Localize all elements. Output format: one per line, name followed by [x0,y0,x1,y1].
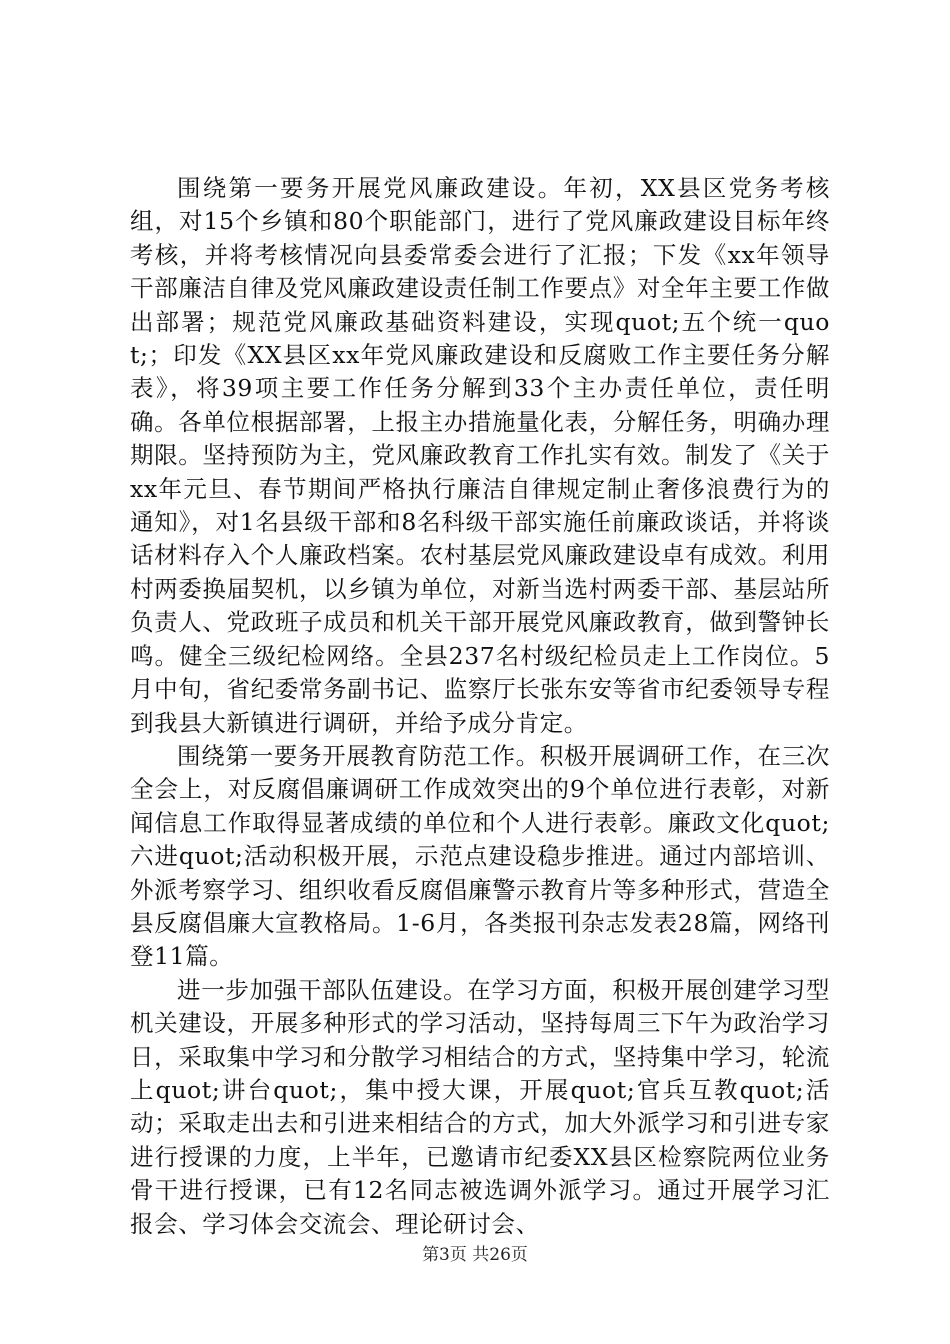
paragraph-education-prevention: 围绕第一要务开展教育防范工作。积极开展调研工作，在三次全会上，对反腐倡廉调研工作成效突出的9个单位进行表彰，对新闻信息工作取得显著成绩的单位和个人进行表彰。廉政文化quot;六进quot;活动积极开展，示范点建设稳步推进。通过内部培训、外派考察学习、组织收看反腐倡廉警示教育片等多种形式，营造全县反腐倡廉大宣教格局。1-6月，各类报刊杂志发表28篇，网络刊登11篇。 [130,741,830,971]
paragraph-team-building: 进一步加强干部队伍建设。在学习方面，积极开展创建学习型机关建设，开展多种形式的学习活动，坚持每周三下午为政治学习日，采取集中学习和分散学习相结合的方式，坚持集中学习，轮流上quot;讲台quot;，集中授大课，开展quot;官兵互教quot;活动；采取走出去和引进来相结合的方式，加大外派学习和引进专家进行授课的力度，上半年，已邀请市纪委XX县区检察院两位业务骨干进行授课，已有12名同志被选调外派学习。通过开展学习汇报会、学习体会交流会、理论研讨会、 [130,975,830,1238]
paragraph-party-conduct: 围绕第一要务开展党风廉政建设。年初，XX县区党务考核组，对15个乡镇和80个职能部门，进行了党风廉政建设目标年终考核，并将考核情况向县委常委会进行了汇报；下发《xx年领导干部廉洁自律及党风廉政建设责任制工作要点》对全年主要工作做出部署；规范党风廉政基础资料建设，实现quot;五个统一quot;；印发《XX县区xx年党风廉政建设和反腐败工作主要任务分解表》，将39项主要工作任务分解到33个主办责任单位，责任明确。各单位根据部署，上报主办措施量化表，分解任务，明确办理期限。坚持预防为主，党风廉政教育工作扎实有效。制发了《关于xx年元旦、春节期间严格执行廉洁自律规定制止奢侈浪费行为的通知》，对1名县级干部和8名科级干部实施任前廉政谈话，并将谈话材料存入个人廉政档案。农村基层党风廉政建设卓有成效。利用村两委换届契机，以乡镇为单位，对新当选村两委干部、基层站所负责人、党政班子成员和机关干部开展党风廉政教育，做到警钟长鸣。健全三级纪检网络。全县237名村级纪检员走上工作岗位。5月中旬，省纪委常务副书记、监察厅长张东安等省市纪委领导专程到我县大新镇进行调研，并给予成分肯定。 [130,174,830,737]
page-footer: 第3页 共26页 [422,1245,528,1265]
document-body [130,172,830,1241]
